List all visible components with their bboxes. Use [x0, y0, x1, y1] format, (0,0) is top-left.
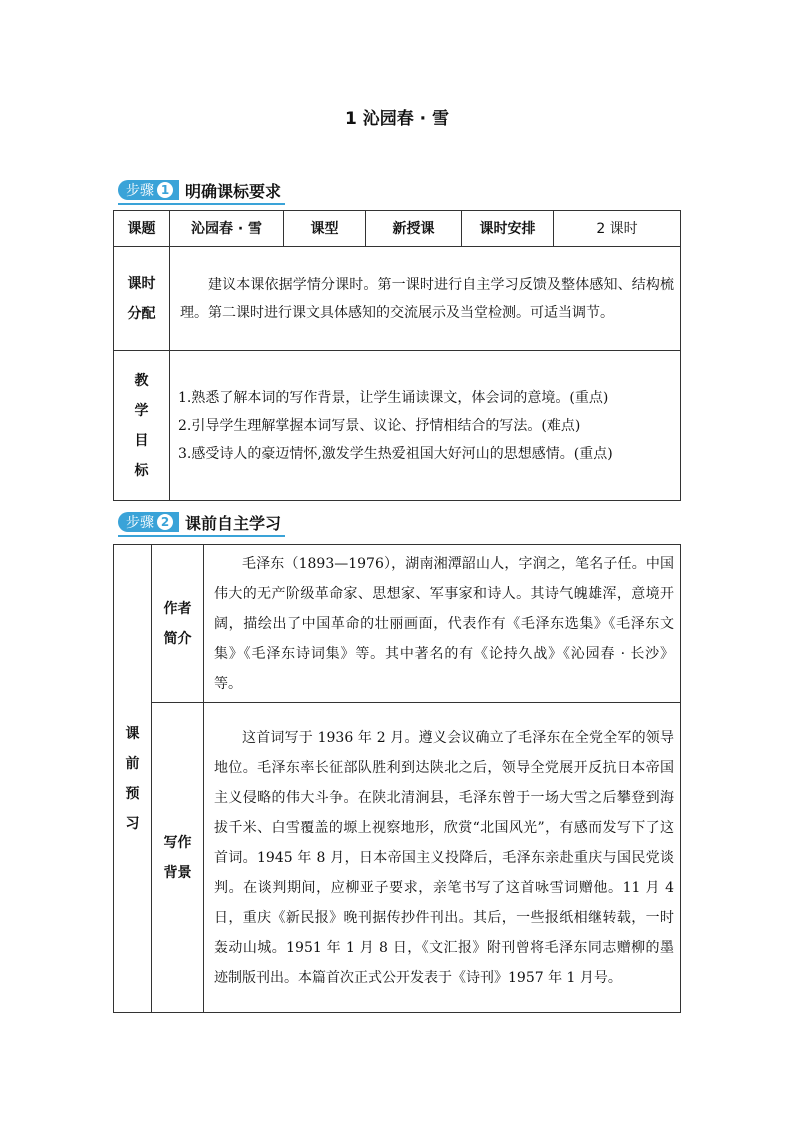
step-1-header	[118, 178, 281, 202]
step-2-number: 2	[157, 514, 173, 530]
step-1-label: 步骤	[126, 183, 154, 199]
topic-value: 沁园春 · 雪	[170, 211, 284, 247]
preview-table	[113, 544, 681, 1013]
author-label: 作者 简介	[152, 545, 204, 703]
background-text: 这首词写于 1936 年 2 月。遵义会议确立了毛泽东在全党全军的领导地位。毛泽东率长征部队胜利到达陕北之后，领导全党展开反抗日本帝国主义侵略的伟大斗争。在陕北清涧县，毛泽东曾于一场大雪之后攀登到海拔千米、白雪覆盖的塬上视察地形，欣赏“北国风光”，有感而发写下了这首词。1945 年 8 月，日本帝国主义投降后，毛泽东亲赴重庆与国民党谈判。在谈判期间，应柳亚子要求，亲笔书写了这首咏雪词赠他。11 月 4 日，重庆《新民报》晚刊据传抄件刊出。其后，一些报纸相继转载，一时轰动山城。1951 年 1 月 8 日，《文汇报》附刊曾将毛泽东同志赠柳的墨迹制版刊出。本篇首次正式公开发表于《诗刊》1957 年 1 月号。	[204, 703, 681, 1013]
step-2-heading: 课前自主学习	[185, 513, 282, 533]
table-row	[114, 247, 681, 351]
course-requirements-table	[113, 210, 681, 501]
page-title: 1 沁园春 · 雪	[344, 109, 450, 129]
table-row	[114, 211, 681, 247]
table-row	[114, 545, 681, 703]
step-1-underline	[118, 203, 285, 205]
lesson-type-value: 新授课	[366, 211, 462, 247]
allot-text: 建议本课依据学情分课时。第一课时进行自主学习反馈及整体感知、结构梳理。第二课时进行课文具体感知的交流展示及当堂检测。可适当调节。	[170, 247, 681, 351]
goals-label: 教 学 目 标	[114, 351, 170, 501]
schedule-label: 课时安排	[462, 211, 554, 247]
goal-item: 3.感受诗人的豪迈情怀,激发学生热爱祖国大好河山的思想感情。(重点)	[178, 445, 613, 462]
step-1-heading: 明确课标要求	[185, 181, 282, 201]
schedule-value: 2 课时	[554, 211, 681, 247]
allot-label: 课时 分配	[114, 247, 170, 351]
table-row	[114, 351, 681, 501]
step-2-underline	[118, 535, 285, 537]
background-label: 写作 背景	[152, 703, 204, 1013]
step-2-header	[118, 510, 281, 534]
goal-item: 1.熟悉了解本词的写作背景，让学生诵读课文，体会词的意境。(重点)	[178, 389, 609, 406]
goals-list	[170, 351, 681, 501]
lesson-type-label: 课型	[284, 211, 366, 247]
step-2-label: 步骤	[126, 515, 154, 531]
goal-item: 2.引导学生理解掌握本词写景、议论、抒情相结合的写法。(难点)	[178, 417, 581, 434]
section-label: 课 前 预 习	[114, 545, 152, 1013]
topic-label: 课题	[114, 211, 170, 247]
author-text: 毛泽东（1893—1976），湖南湘潭韶山人，字润之，笔名子任。中国伟大的无产阶级革命家、思想家、军事家和诗人。其诗气魄雄浑，意境开阔，描绘出了中国革命的壮丽画面，代表作有《毛泽东选集》《毛泽东文集》《毛泽东诗词集》等。其中著名的有《论持久战》《沁园春 · 长沙》等。	[204, 545, 681, 703]
table-row	[114, 703, 681, 1013]
step-1-badge	[118, 180, 179, 200]
step-1-number: 1	[157, 182, 173, 198]
step-2-badge	[118, 512, 179, 532]
